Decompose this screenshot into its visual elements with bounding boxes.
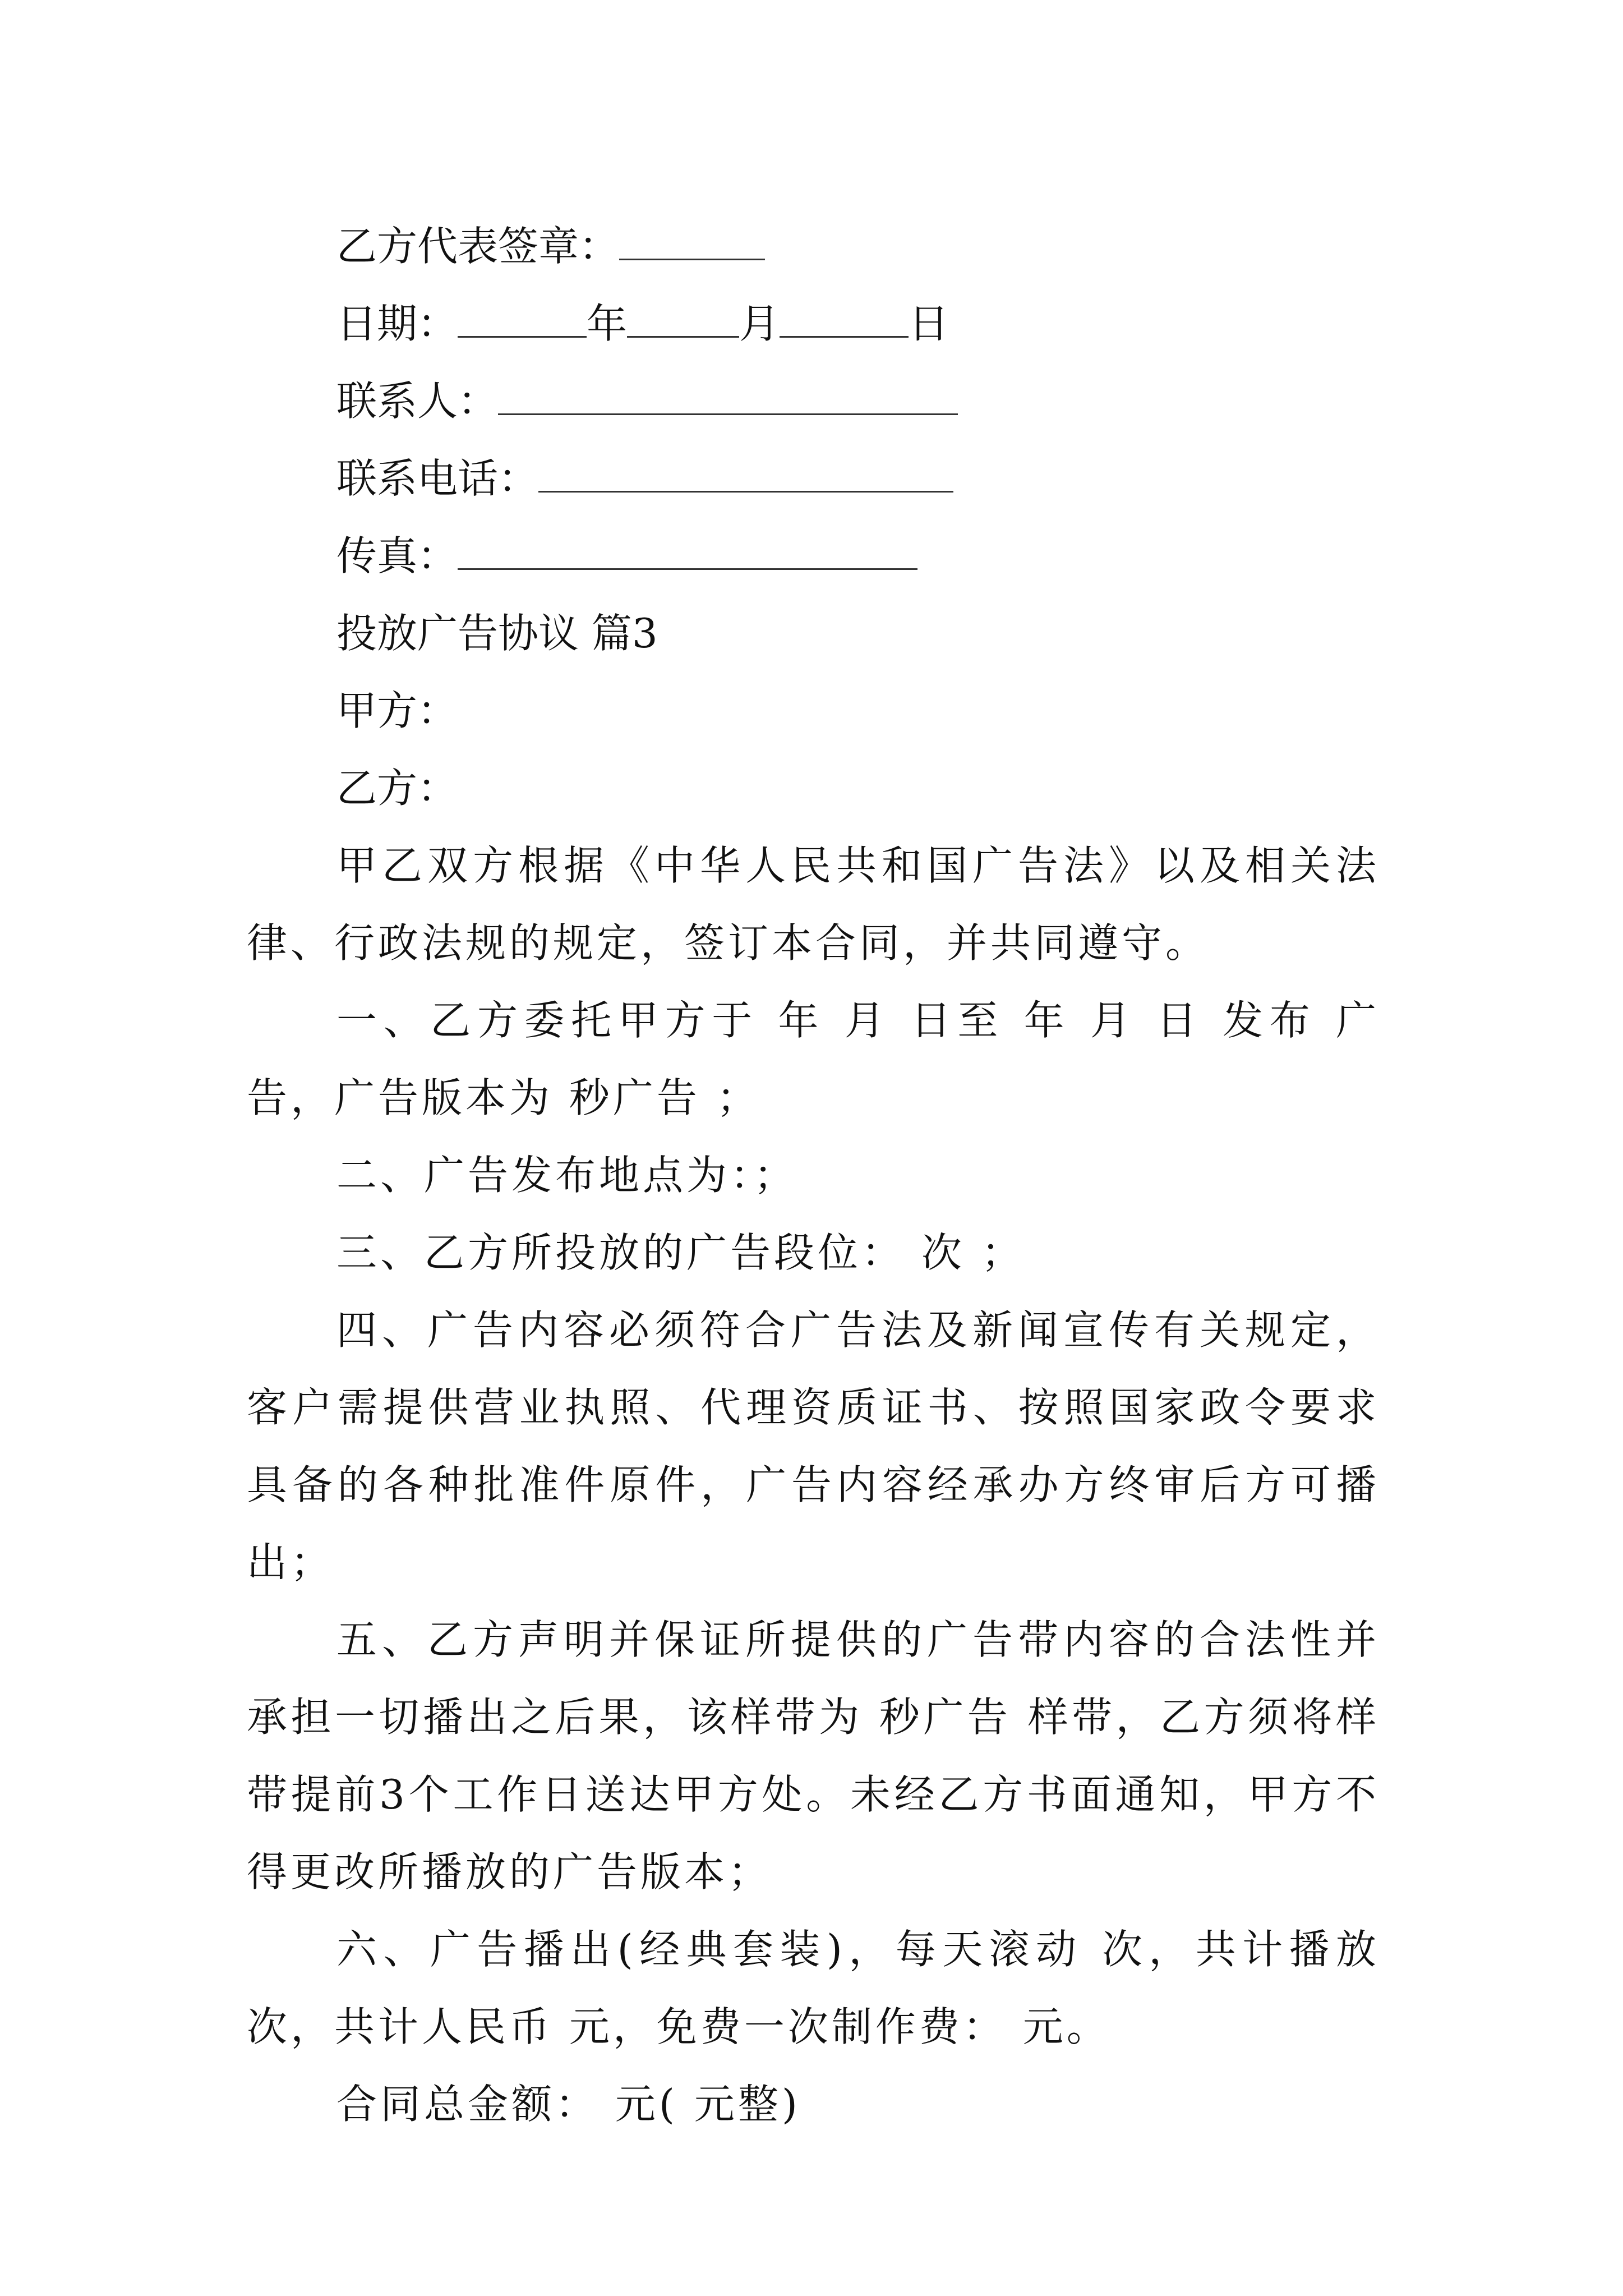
party-b-line: 乙方：: [336, 765, 458, 812]
phone-line: [247, 440, 1380, 517]
contact-blank: [498, 380, 958, 415]
fax-line: [247, 517, 1380, 595]
signature-label: 乙方代表签章：: [336, 223, 620, 270]
paragraph-preamble: 甲乙双方根据《中华人民共和国广告法》以及相关法律、行政法规的规定，签订本合同，并共同遵守。: [247, 842, 1380, 967]
date-line: [247, 285, 1380, 362]
document-body: [247, 208, 1380, 2143]
paragraph-total-amount: 合同总金额： 元( 元整): [336, 2081, 801, 2128]
signature-blank: [619, 225, 765, 260]
paragraph-clause-4: 四、广告内容必须符合广告法及新闻宣传有关规定，客户需提供营业执照、代理资质证书、按照国家政令要求具备的各种批准件原件，广告内容经承办方终审后方可播出；: [247, 1306, 1380, 1586]
contact-label: 联系人：: [336, 378, 499, 425]
paragraph-clause-5: 五、乙方声明并保证所提供的广告带内容的合法性并承担一切播出之后果，该样带为 秒广告 样带，乙方须将样带提前3个工作日送达甲方处。未经乙方书面通知，甲方不得更改所播放的广告版本；: [247, 1616, 1380, 1895]
date-month-label: 月: [739, 300, 780, 347]
date-day-blank: [780, 302, 909, 338]
contact-line: [247, 362, 1380, 440]
fax-label: 传真：: [336, 532, 458, 579]
date-day-label: 日: [909, 300, 949, 347]
date-year-label: 年: [587, 300, 628, 347]
phone-blank: [538, 457, 953, 493]
paragraph-clause-6: 六、广告播出(经典套装)，每天滚动 次，共计播放 次，共计人民币 元，免费一次制作费： 元。: [247, 1926, 1380, 2050]
fax-blank: [458, 535, 917, 570]
section-title: 投放广告协议 篇3: [336, 610, 658, 657]
phone-label: 联系电话：: [336, 455, 539, 502]
date-month-blank: [627, 302, 739, 338]
party-a-line: 甲方：: [336, 687, 458, 734]
paragraph-clause-2: 二、广告发布地点为：；: [336, 1152, 798, 1199]
paragraph-clause-3: 三、乙方所投放的广告段位： 次 ；: [336, 1229, 1025, 1276]
paragraph-clause-1: 一、乙方委托甲方于 年 月 日至 年 月 日 发布 广告，广告版本为 秒广告 ；: [247, 997, 1380, 1121]
signature-line: [247, 208, 1380, 285]
date-label: 日期：: [336, 300, 458, 347]
date-year-blank: [458, 302, 587, 338]
